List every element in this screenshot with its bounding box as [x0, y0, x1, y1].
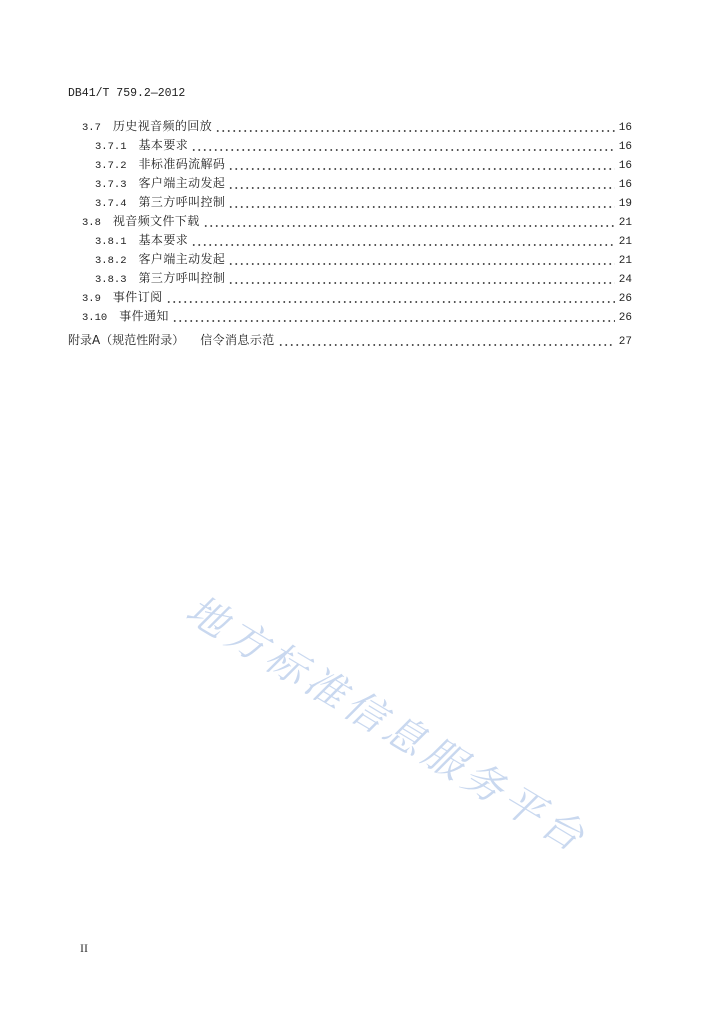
toc-entry-number: 3.7.1 — [95, 141, 127, 153]
toc-entry-number: 3.10 — [82, 312, 108, 324]
toc-entry[interactable] — [68, 155, 632, 174]
toc-entry-page: 26 — [618, 293, 632, 305]
toc-entry-title: 事件通知 — [119, 309, 169, 323]
toc-entry-page: 16 — [618, 122, 632, 134]
toc-entry-number: 3.8.3 — [95, 274, 127, 286]
dot-leader — [191, 231, 615, 250]
dot-leader — [166, 288, 615, 307]
toc-entry-page: 19 — [618, 198, 632, 210]
toc-entry-page: 26 — [618, 312, 632, 324]
toc-entry[interactable] — [68, 193, 632, 212]
toc-entry[interactable] — [68, 269, 632, 288]
toc-entry[interactable] — [68, 174, 632, 193]
toc-entry-number: 3.7.4 — [95, 198, 127, 210]
toc-entry-title: 基本要求 — [138, 138, 189, 152]
toc-entry-number: 3.8 — [82, 217, 101, 229]
toc-entry-title: 客户端主动发起 — [138, 176, 226, 190]
toc-entry-number: 3.8.1 — [95, 236, 127, 248]
toc-entry-title: 第三方呼叫控制 — [138, 195, 226, 209]
dot-leader — [215, 117, 615, 136]
toc-entry-title: 视音频文件下载 — [112, 214, 200, 228]
toc-entry-title: 基本要求 — [138, 233, 189, 247]
toc-entry[interactable] — [68, 136, 632, 155]
toc-entry-number: 3.9 — [82, 293, 101, 305]
appendix-label: 附录A（规范性附录） — [68, 333, 185, 347]
toc-entry[interactable] — [68, 288, 632, 307]
toc-entry-title: 事件订阅 — [112, 290, 163, 304]
toc-entry-number: 3.8.2 — [95, 255, 127, 267]
toc-entry[interactable] — [68, 117, 632, 136]
toc-entry-page: 16 — [618, 141, 632, 153]
dot-leader — [172, 307, 615, 326]
toc-entry-page: 21 — [618, 236, 632, 248]
toc-appendix-entry[interactable] — [68, 331, 632, 350]
toc-entry-number: 3.7.3 — [95, 179, 127, 191]
toc-entry-title: 非标准码流解码 — [138, 157, 226, 171]
toc-entry[interactable] — [68, 231, 632, 250]
toc-entry-page: 21 — [618, 217, 632, 229]
dot-leader — [278, 331, 615, 350]
table-of-contents — [68, 117, 632, 350]
appendix-title: 信令消息示范 — [200, 333, 275, 347]
toc-entry-page: 16 — [618, 179, 632, 191]
toc-entry-page: 21 — [618, 255, 632, 267]
toc-entry-page: 24 — [618, 274, 632, 286]
toc-entry-title: 第三方呼叫控制 — [138, 271, 226, 285]
dot-leader — [228, 174, 615, 193]
footer-page-number: II — [80, 941, 88, 955]
document-code-header: DB41/T 759.2—2012 — [68, 87, 186, 100]
dot-leader — [228, 193, 615, 212]
toc-entry-title: 历史视音频的回放 — [112, 119, 213, 133]
toc-entry-number: 3.7 — [82, 122, 101, 134]
toc-entry[interactable] — [68, 307, 632, 326]
dot-leader — [228, 250, 615, 269]
dot-leader — [203, 212, 615, 231]
appendix-page: 27 — [618, 336, 632, 348]
toc-entry-page: 16 — [618, 160, 632, 172]
toc-entry[interactable] — [68, 250, 632, 269]
dot-leader — [191, 136, 615, 155]
dot-leader — [228, 155, 615, 174]
toc-entry[interactable] — [68, 212, 632, 231]
toc-entry-title: 客户端主动发起 — [138, 252, 226, 266]
dot-leader — [228, 269, 615, 288]
watermark-text: 地方标准信息服务平台 — [178, 586, 596, 864]
toc-entry-number: 3.7.2 — [95, 160, 127, 172]
